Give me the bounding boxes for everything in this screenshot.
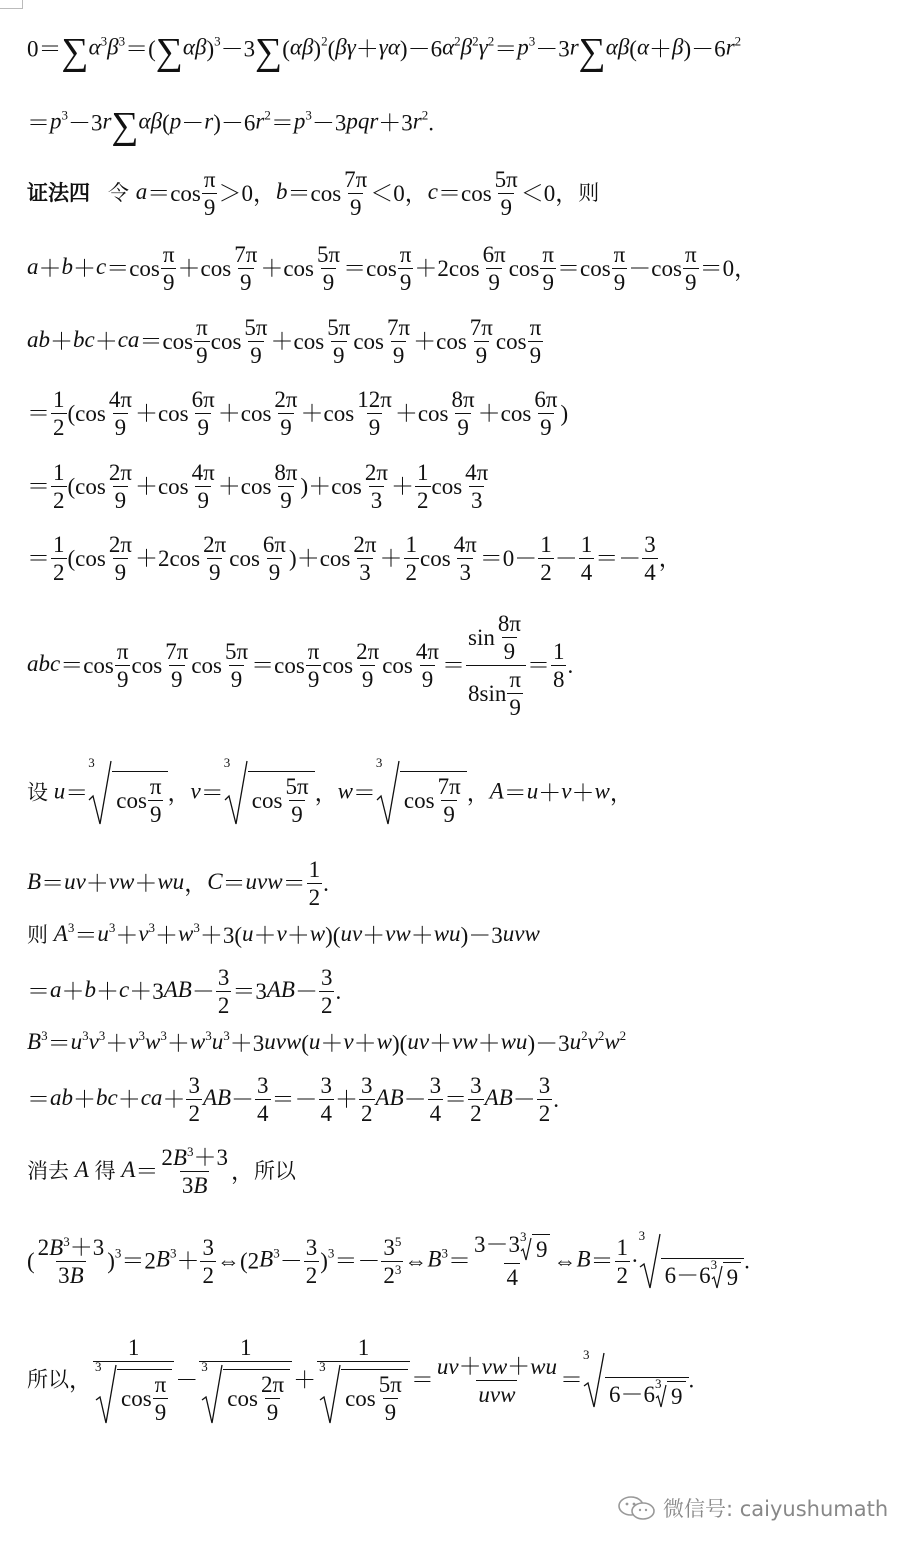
definition-line-uvw: 设 u＝ 3 cos π 9 ，v＝ 3 cos 5π 9 ，w＝ 3 cos 7π 9 ，A＝u＋v＋w，: [27, 755, 633, 827]
equation-line-eliminate: 消去 A 得 A＝ $\frac{2B^3+3}{3B}$ ，所以: [27, 1144, 296, 1198]
equation-line-product: abc＝cos $\frac{\pi}{9}$ cos $\frac{7\pi}{9}$ cos $\frac{5\pi}{9}$ ＝cos $\frac{\pi}{9}$ cos $\frac{2\pi}{9}$ cos $\frac{4\pi}{9}$ ＝ sin $\frac{8\pi}{9}$ 8sin $\frac{\pi}{9}$ ＝ $\frac{1}{8}$ .: [27, 611, 574, 720]
equation-line-pairs: ab＋bc＋ca＝cos $\frac{\pi}{9}$ cos $\frac{5\pi}{9}$ ＋cos $\frac{5\pi}{9}$ cos $\frac{7\pi}{9}$ ＋cos $\frac{7\pi}{9}$ cos $\frac{\pi}{9}$: [27, 315, 542, 368]
equation-line-6: ＝ $\frac{1}{2}$ (cos $\frac{4\pi}{9}$ ＋cos $\frac{6\pi}{9}$ ＋cos $\frac{2\pi}{9}$ ＋cos $\frac{12\pi}{9}$ ＋cos $\frac{8\pi}{9}$ ＋cos $\frac{6\pi}{9}$ ): [27, 387, 569, 440]
wechat-watermark: [617, 1493, 888, 1526]
equation-line-7: ＝ $\frac{1}{2}$ (cos $\frac{2\pi}{9}$ ＋cos $\frac{4\pi}{9}$ ＋cos $\frac{8\pi}{9}$ )＋cos $\frac{2\pi}{3}$ ＋ $\frac{1}{2}$ cos $\frac{4\pi}{3}$: [27, 460, 489, 513]
equation-line-1: $0=\sum\alpha^3\beta^3=(\sum\alpha\beta)^3-3\sum(\alpha\beta)^2(\beta\gamma+\gamma\alpha)-6\alpha^2\beta^2\gamma^2=p^3-3r\sum\alpha\beta(\alpha+\beta)-6r^2$: [27, 31, 742, 73]
proof-intro-line: 证法四 令 a＝cos $\frac{\pi}{9}$ ＞0，b＝cos $\frac{7\pi}{9}$ ＜0，c＝cos $\frac{5\pi}{9}$ ＜0，则: [27, 167, 600, 220]
equation-line-b-cubed: $B^3=u^3v^3+v^3w^3+w^3u^3+3uvw(u+v+w)(uv+vw+wu)-3u^2v^2w^2$: [27, 1028, 627, 1057]
definition-line-bc: B＝uv＋vw＋wu，C＝uvw＝ $\frac{1}{2}$ .: [27, 857, 329, 910]
page-corner-mark: [0, 0, 23, 9]
equation-line-13: ＝a＋b＋c＋3AB－ $\frac{3}{2}$ ＝3AB－ $\frac{3}{2}$ .: [27, 965, 342, 1018]
equation-line-solve: ( $\frac{2B^3+3}{3B}$ )$^3=2B^3+$ $\frac{3}{2}$ $\Leftrightarrow(2B^3-$ $\frac{3}{2}$ )$^3$＝－ $\frac{3^5}{2^3}$ $\Leftrightarrow B^3=$ 3－3 3 9 4 ⇔B＝ $\frac{1}{2}$ · 3 6－6 3 9 .: [27, 1228, 750, 1290]
equation-line-a-cubed: 则 $A^3=u^3+v^3+w^3+3(u+v+w)(uv+vw+wu)-3uvw$: [27, 920, 540, 949]
proof-heading: 证法四: [27, 181, 90, 205]
equation-line-sum: a＋b＋c＝cos $\frac{\pi}{9}$ ＋cos $\frac{7\pi}{9}$ ＋cos $\frac{5\pi}{9}$ ＝cos $\frac{\pi}{9}$ ＋2cos $\frac{6\pi}{9}$ cos $\frac{\pi}{9}$ ＝cos $\frac{\pi}{9}$ －cos $\frac{\pi}{9}$ ＝0，: [27, 242, 758, 295]
equation-line-15: ＝ab＋bc＋ca＋ $\frac{3}{2}$ AB－ $\frac{3}{4}$ ＝－ $\frac{3}{4}$ ＋ $\frac{3}{2}$ AB－ $\frac{3}{4}$ ＝ $\frac{3}{2}$ AB－ $\frac{3}{2}$ .: [27, 1073, 560, 1126]
wechat-icon: [617, 1495, 657, 1526]
equation-line-8: ＝ $\frac{1}{2}$ (cos $\frac{2\pi}{9}$ ＋2cos $\frac{2\pi}{9}$ cos $\frac{6\pi}{9}$ )＋cos $\frac{2\pi}{3}$ ＋ $\frac{1}{2}$ cos $\frac{4\pi}{3}$ ＝0－ $\frac{1}{2}$ － $\frac{1}{4}$ ＝－ $\frac{3}{4}$ ，: [27, 532, 682, 585]
watermark-text: 微信号: caiyushumath: [663, 1497, 889, 1521]
conclusion-line: 所以， 1 3 cos π 9 － 1 3 cos 2π 9 ＋ 1 3 cos 5π 9 ＝ uv＋vw＋wu uvw ＝ 3 6－6 3 9 .: [27, 1335, 695, 1425]
equation-line-2: $=p^3-3r\sum\alpha\beta(p-r)-6r^2=p^3-3pqr+3r^2$.: [27, 105, 434, 147]
